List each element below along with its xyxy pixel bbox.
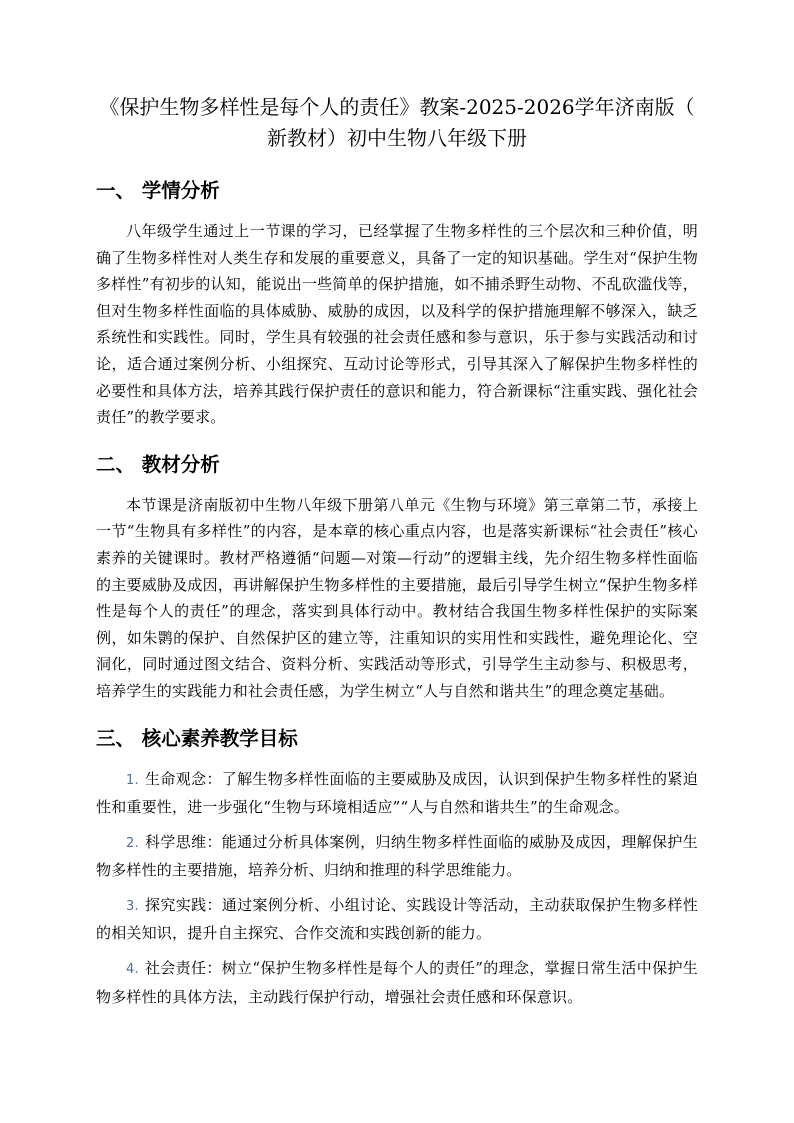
section-heading-textbook-analysis: 二、 教材分析 <box>96 452 220 476</box>
objective-item-2 <box>96 829 698 884</box>
section-heading-learner-analysis: 一、 学情分析 <box>96 179 220 202</box>
objective-number: 1. <box>126 772 139 788</box>
section-textbook-analysis <box>96 452 698 705</box>
section-teaching-objectives <box>96 726 698 1011</box>
objective-item-4 <box>96 955 698 1010</box>
objective-item-1 <box>96 766 698 821</box>
learner-analysis-paragraph: 八年级学生通过上一节课的学习，已经掌握了生物多样性的三个层次和三种价值，明确了生物多样性对人类生存和发展的重要意义，具备了一定的知识基础。学生对“保护生物多样性”有初步的认知，能说出一些简单的保护措施，如不捕杀野生动物、不乱砍滥伐等，但对生物多样性面临的具体威胁、威胁的成因，以及科学的保护措施理解不够深入，缺乏系统性和实践性。同时，学生具有较强的社会责任感和参与意识，乐于参与实践活动和讨论，适合通过案例分析、小组探究、互动讨论等形式，引导其深入了解保护生物多样性的必要性和具体方法，培养其践行保护责任的意识和能力，符合新课标“注重实践、强化社会责任”的教学要求。 <box>96 222 698 427</box>
objective-number: 3. <box>126 898 139 914</box>
objective-number: 4. <box>126 962 139 978</box>
textbook-analysis-paragraph: 本节课是济南版初中生物八年级下册第八单元《生物与环境》第三章第二节，承接上一节“生物具有多样性”的内容，是本章的核心重点内容，也是落实新课标“社会责任”核心素养的关键课时。教材严格遵循“问题—对策—行动”的逻辑主线，先介绍生物多样性面临的主要威胁及成因，再讲解保护生物多样性的主要措施，最后引导学生树立“保护生物多样性是每个人的责任”的理念，落实到具体行动中。教材结合我国生物多样性保护的实际案例，如朱鹮的保护、自然保护区的建立等，注重知识的实用性和实践性，避免理论化、空洞化，同时通过图文结合、资料分析、实践活动等形式，引导学生主动参与、积极思考，培养学生的实践能力和社会责任感，为学生树立“人与自然和谐共生”的理念奠定基础。 <box>96 495 698 700</box>
document-title <box>96 92 698 154</box>
objective-number: 2. <box>126 835 139 851</box>
document-title-line-1: 《保护生物多样性是每个人的责任》教案-2025-2026学年济南版（ <box>99 95 695 119</box>
objectives-list <box>96 766 698 1011</box>
objective-text: 科学思维：能通过分析具体案例，归纳生物多样性面临的威胁及成因，理解保护生物多样性的主要措施，培养分析、归纳和推理的科学思维能力。 <box>96 832 698 880</box>
objective-text: 生命观念：了解生物多样性面临的主要威胁及成因，认识到保护生物多样性的紧迫性和重要性，进一步强化“生物与环境相适应”“人与自然和谐共生”的生命观念。 <box>96 769 698 817</box>
section-learner-analysis <box>96 178 698 431</box>
objective-text: 探究实践：通过案例分析、小组讨论、实践设计等活动，主动获取保护生物多样性的相关知识，提升自主探究、合作交流和实践创新的能力。 <box>96 895 698 943</box>
document-title-line-2: 新教材）初中生物八年级下册 <box>267 126 527 150</box>
section-heading-teaching-objectives: 三、 核心素养教学目标 <box>96 726 298 750</box>
objective-item-3 <box>96 892 698 947</box>
objective-text: 社会责任：树立“保护生物多样性是每个人的责任”的理念，掌握日常生活中保护生物多样性的具体方法，主动践行保护行动，增强社会责任感和环保意识。 <box>96 959 698 1006</box>
